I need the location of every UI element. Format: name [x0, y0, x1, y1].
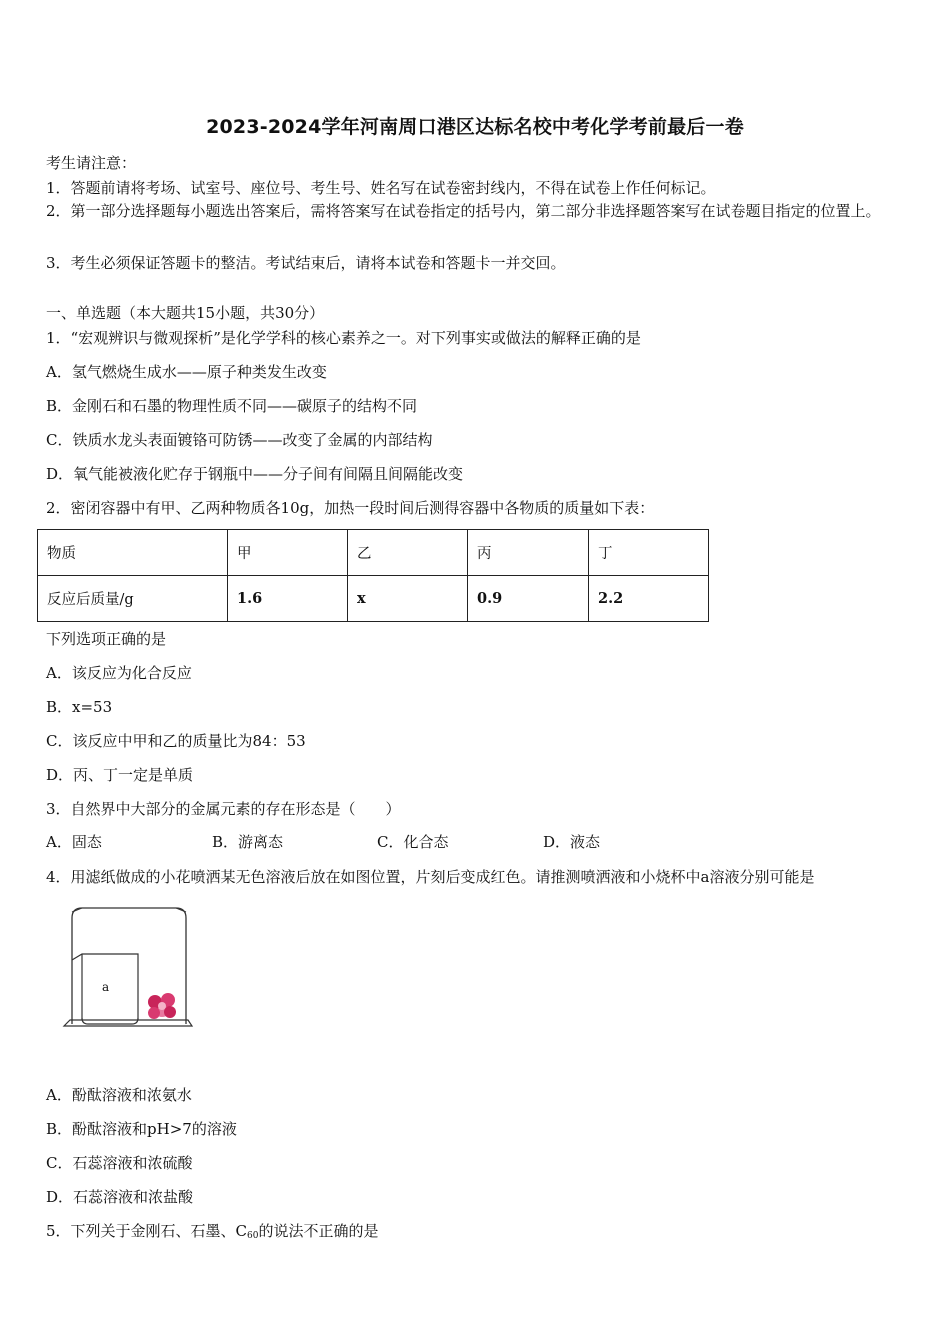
table-row	[38, 576, 709, 622]
q3-option-b: B．游离态	[212, 833, 284, 851]
q4-stem: 4．用滤纸做成的小花喷洒某无色溶液后放在如图位置，片刻后变成红色。请推测喷洒液和小烧杯中a溶液分别可能是	[46, 868, 815, 886]
table-header-cell: 甲	[228, 530, 348, 576]
q5-stem-subscript: 60	[247, 1231, 259, 1241]
q1-option-c: C．铁质水龙头表面镀铬可防锈——改变了金属的内部结构	[46, 431, 433, 449]
bell-jar-figure	[60, 902, 200, 1032]
q4-option-b: B．酚酞溶液和pH>7的溶液	[46, 1120, 237, 1138]
page-title: 2023-2024学年河南周口港区达标名校中考化学考前最后一卷	[206, 116, 744, 138]
table-header-cell: 乙	[348, 530, 468, 576]
q3-option-c: C．化合态	[377, 833, 449, 851]
notice-heading: 考生请注意：	[46, 154, 137, 172]
q5-stem-before: 5．下列关于金刚石、石墨、C	[46, 1222, 248, 1240]
table-cell: 0.9	[468, 576, 589, 622]
beaker-label: a	[102, 980, 110, 994]
q2-option-d: D．丙、丁一定是单质	[46, 766, 194, 784]
table-cell: 2.2	[589, 576, 709, 622]
notice-item-2: 2．第一部分选择题每小题选出答案后，需将答案写在试卷指定的括号内，第二部分非选择题答案写在试卷题目指定的位置上。	[46, 202, 881, 220]
q4-option-d: D．石蕊溶液和浓盐酸	[46, 1188, 194, 1206]
table-cell: 1.6	[228, 576, 348, 622]
table-header-cell: 物质	[38, 530, 228, 576]
q3-stem: 3．自然界中大部分的金属元素的存在形态是（ ）	[46, 800, 401, 818]
q4-option-a: A．酚酞溶液和浓氨水	[46, 1086, 192, 1104]
mass-table	[37, 529, 709, 622]
q2-option-c: C．该反应中甲和乙的质量比为84：53	[46, 732, 306, 750]
section-heading: 一、单选题（本大题共15小题，共30分）	[46, 304, 325, 322]
table-header-cell: 丙	[468, 530, 589, 576]
table-header-cell: 丁	[589, 530, 709, 576]
q4-option-c: C．石蕊溶液和浓硫酸	[46, 1154, 193, 1172]
table-cell: x	[348, 576, 468, 622]
table-cell: 反应后质量/g	[38, 576, 228, 622]
q1-option-a: A．氢气燃烧生成水——原子种类发生改变	[46, 363, 327, 381]
notice-item-1: 1．答题前请将考场、试室号、座位号、考生号、姓名写在试卷密封线内，不得在试卷上作任何标记。	[46, 179, 716, 197]
q3-option-a: A．固态	[46, 833, 102, 851]
q2-stem: 2．密闭容器中有甲、乙两种物质各10g，加热一段时间后测得容器中各物质的质量如下表：	[46, 499, 655, 517]
q1-option-b: B．金刚石和石墨的物理性质不同——碳原子的结构不同	[46, 397, 418, 415]
q5-stem-after: 的说法不正确的是	[258, 1222, 379, 1240]
q3-option-d: D．液态	[543, 833, 601, 851]
q2-prompt: 下列选项正确的是	[46, 630, 167, 648]
flower-icon	[148, 993, 176, 1019]
table-row	[38, 530, 709, 576]
notice-item-3: 3．考生必须保证答题卡的整洁。考试结束后，请将本试卷和答题卡一并交回。	[46, 254, 566, 272]
q2-option-a: A．该反应为化合反应	[46, 664, 192, 682]
q5-stem	[46, 1220, 379, 1241]
q1-option-d: D．氧气能被液化贮存于钢瓶中——分子间有间隔且间隔能改变	[46, 465, 464, 483]
q1-stem: 1．“宏观辨识与微观探析”是化学学科的核心素养之一。对下列事实或做法的解释正确的是	[46, 329, 641, 347]
q2-option-b: B．x=53	[46, 698, 113, 716]
bell-jar-diagram	[60, 902, 200, 1032]
